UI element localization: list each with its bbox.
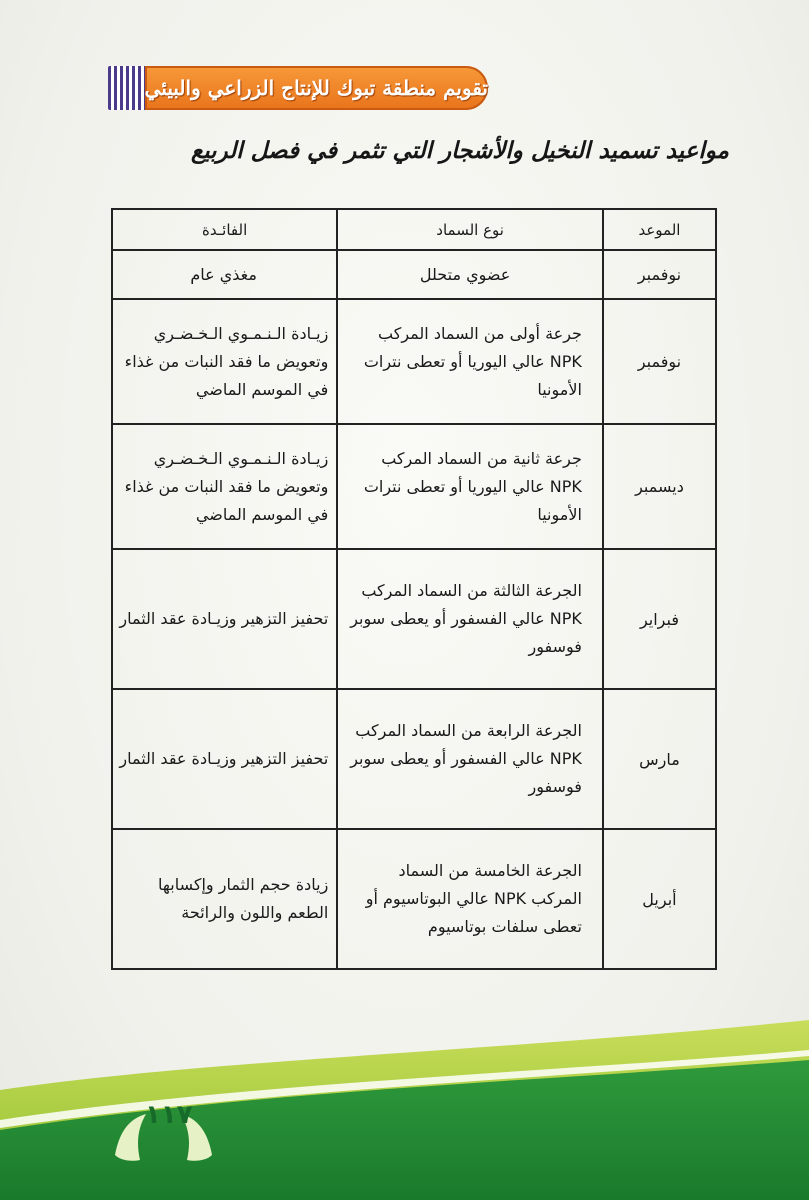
table-row xyxy=(112,549,716,689)
cell-benefit: تحفيز التزهير وزيـادة عقد الثمار xyxy=(112,549,337,689)
cell-date: ديسمبر xyxy=(603,424,716,549)
banner-stripes-decoration xyxy=(108,66,147,110)
cell-fertilizer-type: الجرعة الرابعة من السماد المركب NPK عالي الفسفور أو يعطى سوبر فوسفور xyxy=(337,689,603,829)
cell-date: نوفمبر xyxy=(603,299,716,424)
fertilization-table xyxy=(111,208,717,970)
cell-date: مارس xyxy=(603,689,716,829)
table-header-row xyxy=(112,209,716,250)
table-row xyxy=(112,689,716,829)
page-number: ١١٧ xyxy=(145,1100,193,1130)
header-banner xyxy=(108,66,488,110)
header-benefit: الفائـدة xyxy=(112,209,337,250)
cell-date: فبراير xyxy=(603,549,716,689)
header-fertilizer-type: نوع السماد xyxy=(337,209,603,250)
cell-benefit: مغذي عام xyxy=(112,250,337,299)
table-row xyxy=(112,299,716,424)
cell-date: نوفمبر xyxy=(603,250,716,299)
cell-date: أبريل xyxy=(603,829,716,969)
cell-benefit: تحفيز التزهير وزيـادة عقد الثمار xyxy=(112,689,337,829)
banner-title: تقويم منطقة تبوك للإنتاج الزراعي والبيئي xyxy=(144,76,488,100)
table-row xyxy=(112,250,716,299)
footer-wave-decoration xyxy=(0,1020,809,1200)
page-title: مواعيد تسميد النخيل والأشجار التي تثمر في فصل الربيع xyxy=(190,138,729,164)
header-date: الموعد xyxy=(603,209,716,250)
table-row xyxy=(112,424,716,549)
cell-benefit: زيـادة الـنـمـوي الـخـضـري وتعويض ما فقد النبات من غذاء في الموسم الماضي xyxy=(112,299,337,424)
banner-bar xyxy=(145,66,488,110)
table-row xyxy=(112,829,716,969)
cell-fertilizer-type: جرعة أولى من السماد المركب NPK عالي اليوريا أو تعطى نترات الأمونيا xyxy=(337,299,603,424)
cell-fertilizer-type: الجرعة الثالثة من السماد المركب NPK عالي الفسفور أو يعطى سوبر فوسفور xyxy=(337,549,603,689)
cell-benefit: زيـادة الـنـمـوي الـخـضـري وتعويض ما فقد النبات من غذاء في الموسم الماضي xyxy=(112,424,337,549)
cell-fertilizer-type: جرعة ثانية من السماد المركب NPK عالي اليوريا أو تعطى نترات الأمونيا xyxy=(337,424,603,549)
cell-fertilizer-type: الجرعة الخامسة من السماد المركب NPK عالي البوتاسيوم أو تعطى سلفات بوتاسيوم xyxy=(337,829,603,969)
cell-fertilizer-type: عضوي متحلل xyxy=(337,250,603,299)
cell-benefit: زيادة حجم الثمار وإكسابها الطعم واللون والرائحة xyxy=(112,829,337,969)
